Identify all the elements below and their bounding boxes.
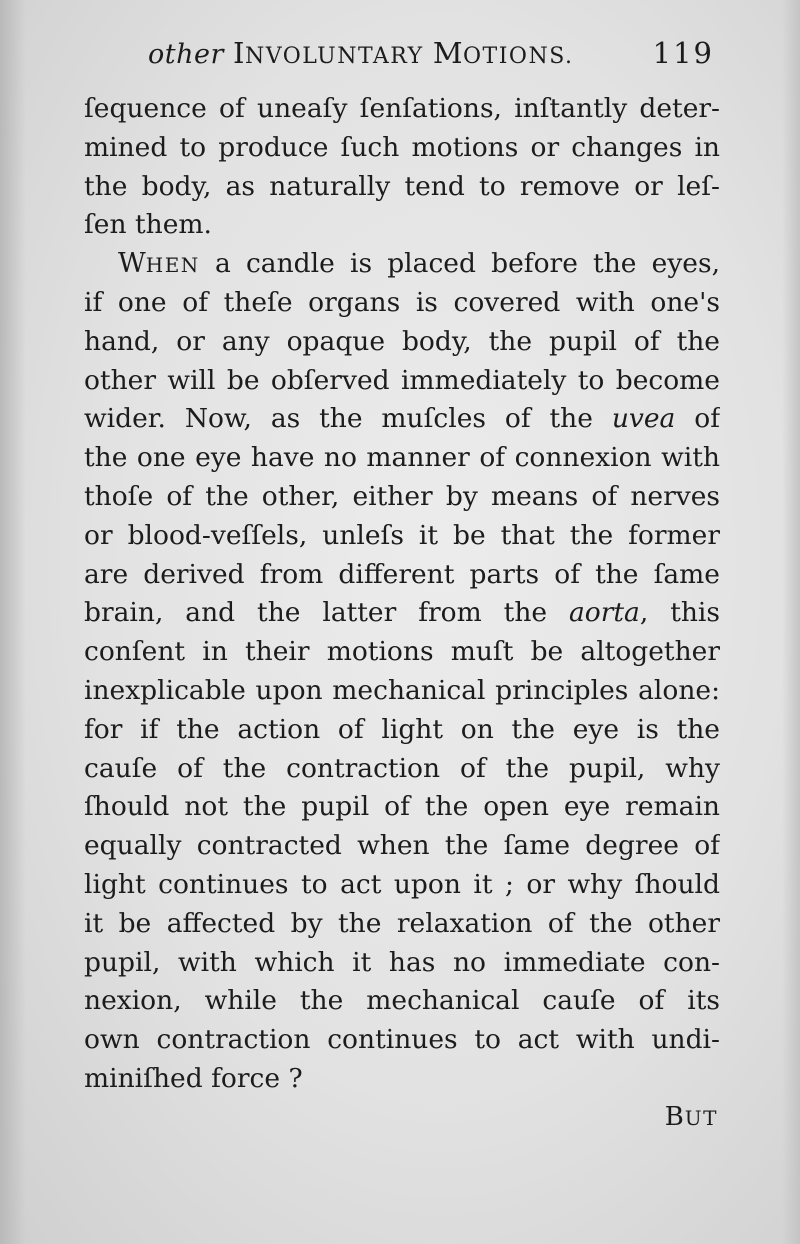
text-line <box>84 168 720 207</box>
line-text: thoſe of the other, either by means of nerves <box>84 480 720 512</box>
text-line <box>84 788 720 827</box>
text-line <box>84 982 720 1021</box>
text-line <box>84 245 720 284</box>
line-text: pupil, with which it has no immediate con- <box>84 946 720 978</box>
header-title-initial-2: M <box>432 36 464 70</box>
line-text: nexion, while the mechanical cauſe of its <box>84 985 720 1017</box>
text-line <box>84 362 720 401</box>
text-line <box>84 672 720 711</box>
line-text: are derived from different parts of the ſame <box>84 558 720 590</box>
header-italic-word: other <box>148 39 224 70</box>
text-line <box>84 439 720 478</box>
text-line <box>84 517 720 556</box>
italic-term: aorta <box>568 597 640 629</box>
edge-shadow <box>782 0 800 1244</box>
gutter-shadow <box>0 0 26 1244</box>
line-text: inexplicable upon mechanical principles alone: <box>84 674 720 706</box>
text-line <box>84 1021 720 1060</box>
catchword-initial: B <box>664 1102 685 1132</box>
text-line <box>84 206 720 245</box>
line-text: for if the action of light on the eye is the <box>84 713 720 745</box>
line-text: ſen them. <box>84 209 212 241</box>
header-title-rest-1: NVOLUNTARY <box>244 44 424 69</box>
text-line <box>84 478 720 517</box>
text-line <box>84 594 720 633</box>
header-title-rest-2: OTIONS. <box>463 44 574 69</box>
text-line <box>84 866 720 905</box>
text-line <box>84 905 720 944</box>
line-text-after: of <box>675 403 720 435</box>
line-text: it be affected by the relaxation of the other <box>84 907 720 939</box>
text-line <box>84 90 720 129</box>
text-line <box>84 827 720 866</box>
line-text: wider. Now, as the muſcles of the <box>84 403 612 435</box>
line-text: the one eye have no manner of connexion with <box>84 442 720 474</box>
line-text: mined to produce ſuch motions or changes in <box>84 131 720 163</box>
line-text: hand, or any opaque body, the pupil of the <box>84 325 720 357</box>
line-text: cauſe of the contraction of the pupil, why <box>84 752 720 784</box>
text-line <box>84 556 720 595</box>
page-number: 119 <box>652 36 714 70</box>
text-line <box>84 323 720 362</box>
text-line <box>84 400 720 439</box>
line-text: ſhould not the pupil of the open eye remain <box>84 791 720 823</box>
catchword <box>665 1102 718 1132</box>
text-line <box>84 711 720 750</box>
text-line <box>84 1060 720 1099</box>
line-text: the body, as naturally tend to remove or leſ- <box>84 170 720 202</box>
line-text: ſequence of uneaſy ſenſations, inſtantly deter- <box>84 93 720 124</box>
text-line <box>84 129 720 168</box>
running-title <box>148 36 573 70</box>
line-text: brain, and the latter from the <box>84 597 569 629</box>
line-text: other will be obſerved immediately to become <box>84 364 720 396</box>
line-text: equally contracted when the ſame degree of <box>84 830 720 862</box>
line-text: miniſhed force ? <box>84 1062 303 1094</box>
line-text: light continues to act upon it ; or why ſhould <box>84 868 720 900</box>
text-line <box>84 284 720 323</box>
running-header <box>148 36 714 76</box>
line-text-after: , this <box>639 597 720 629</box>
catchword-rest: UT <box>684 1106 718 1130</box>
text-line <box>84 633 720 672</box>
line-text: if one of theſe organs is covered with one's <box>84 286 720 318</box>
italic-term: uvea <box>611 403 676 435</box>
text-line <box>84 944 720 983</box>
header-title-initial-1: I <box>232 36 245 70</box>
small-caps-initial: W <box>118 248 146 280</box>
line-text: or blood-veſſels, unleſs it be that the former <box>84 519 720 551</box>
line-text: conſent in their motions muſt be altogether <box>84 636 720 668</box>
small-caps-rest: HEN <box>145 253 200 278</box>
body-text <box>84 90 720 1099</box>
text-line <box>84 750 720 789</box>
line-text: a candle is placed before the eyes, <box>199 248 720 280</box>
line-text: own contraction continues to act with undi- <box>84 1024 720 1056</box>
